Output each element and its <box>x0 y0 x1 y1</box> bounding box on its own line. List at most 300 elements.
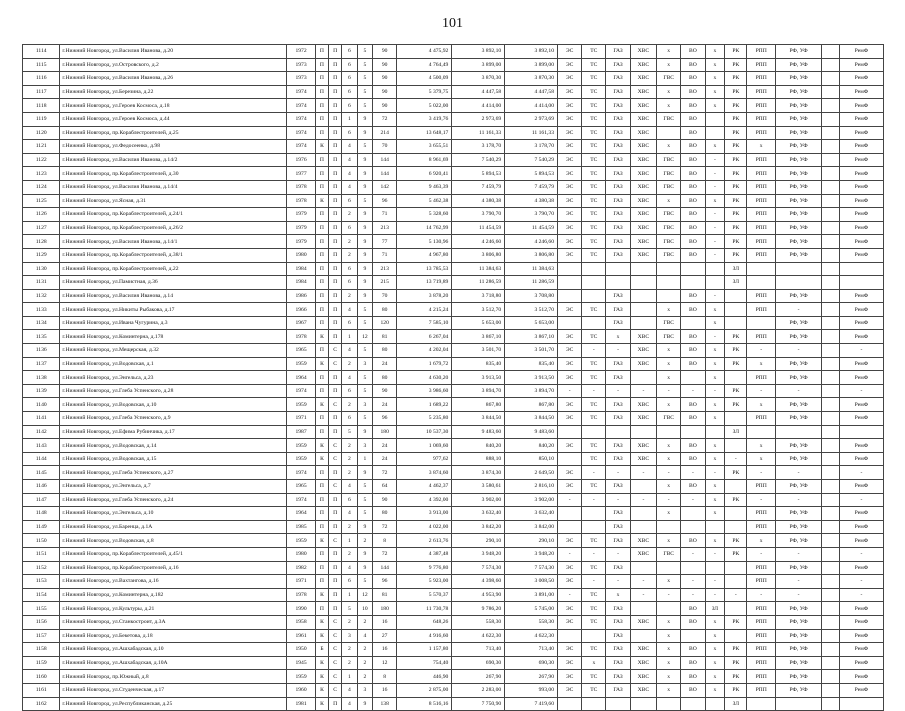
cell-roof-type: П <box>329 99 342 113</box>
cell-total-area: 3 419,76 <box>397 112 452 126</box>
cell-address: г.Нижний Новгород, ул.Героев Космоса, д.18 <box>60 99 287 113</box>
cell-year-built: 1979 <box>287 221 316 235</box>
cell-living-area: 4 622,30 <box>452 629 505 643</box>
cell-extra <box>705 697 725 711</box>
cell-year-built: 1990 <box>287 602 316 616</box>
table-row <box>23 180 884 194</box>
table-row <box>23 45 884 59</box>
page-number: 101 <box>442 16 463 31</box>
cell-hot-water: - <box>657 493 681 507</box>
cell-floors: 3 <box>357 357 372 371</box>
cell-electricity: ЭС <box>558 344 582 358</box>
cell-cold-water: - <box>630 575 656 589</box>
cell-electricity: ЭС <box>558 180 582 194</box>
cell-heating: ТС <box>582 615 606 629</box>
cell-living-area: 290,10 <box>452 534 505 548</box>
cell-repair-fund: РемФ <box>839 72 883 86</box>
cell-reserved <box>822 412 840 426</box>
cell-gas: ГАЗ <box>606 58 630 72</box>
cell-hot-water: ГВС <box>657 248 681 262</box>
cell-hot-water: ГВС <box>657 112 681 126</box>
cell-facade-repair: РФ, УФ <box>775 235 821 249</box>
cell-total-area: 5 462,38 <box>397 194 452 208</box>
cell-electricity: - <box>558 547 582 561</box>
cell-extra: ЗЛ <box>705 602 725 616</box>
cell-heating: ТС <box>582 85 606 99</box>
cell-sewerage: ВО <box>681 235 705 249</box>
cell-floors: 5 <box>357 140 372 154</box>
cell-entrances: 2 <box>342 289 357 303</box>
cell-address: г.Нижний Новгород, ул.Энгельса, д.10 <box>60 507 287 521</box>
cell-row-number: 1130 <box>23 262 60 276</box>
cell-facade-repair: РФ, УФ <box>775 58 821 72</box>
cell-heating: ТС <box>582 180 606 194</box>
cell-wall-material: К <box>315 398 328 412</box>
cell-apartments: 72 <box>373 520 397 534</box>
cell-cold-water: ХВС <box>630 72 656 86</box>
cell-address: г.Нижний Новгород, ул.Республиканская, д.25 <box>60 697 287 711</box>
cell-extra: х <box>705 534 725 548</box>
cell-floors: 9 <box>357 235 372 249</box>
cell-entrances: 4 <box>342 303 357 317</box>
cell-apartments: 138 <box>373 697 397 711</box>
cell-roof-type: П <box>329 85 342 99</box>
cell-hot-water: х <box>657 344 681 358</box>
cell-repair-fund: РемФ <box>839 180 883 194</box>
cell-electricity: ЭС <box>558 602 582 616</box>
cell-gas: ГАЗ <box>606 316 630 330</box>
cell-total-area: 13 785,53 <box>397 262 452 276</box>
cell-total-area: 6 920,41 <box>397 167 452 181</box>
cell-sewerage: ВО <box>681 439 705 453</box>
cell-living-area: 11 384,63 <box>452 262 505 276</box>
cell-apartments: 81 <box>373 588 397 602</box>
cell-total-area: 14 762,99 <box>397 221 452 235</box>
cell-heating <box>582 507 606 521</box>
cell-heating: ТС <box>582 670 606 684</box>
cell-facade-repair: РФ, УФ <box>775 208 821 222</box>
cell-repair-class: РК <box>725 180 747 194</box>
cell-gas: х <box>606 588 630 602</box>
cell-living-area: 3 790,70 <box>452 208 505 222</box>
cell-hot-water: ГВС <box>657 412 681 426</box>
cell-row-number: 1146 <box>23 480 60 494</box>
cell-cold-water: ХВС <box>630 534 656 548</box>
cell-electricity <box>558 697 582 711</box>
cell-gas: ГАЗ <box>606 683 630 697</box>
cell-apartments: 72 <box>373 112 397 126</box>
cell-hot-water <box>657 425 681 439</box>
table-row <box>23 480 884 494</box>
cell-residential-area: 3 842,00 <box>505 520 558 534</box>
cell-floors: 2 <box>357 615 372 629</box>
cell-repair-fund: РемФ <box>839 221 883 235</box>
table-row <box>23 357 884 371</box>
cell-wall-material: К <box>315 452 328 466</box>
cell-roof-type: П <box>329 371 342 385</box>
cell-electricity <box>558 507 582 521</box>
cell-hot-water: х <box>657 99 681 113</box>
cell-extra: х <box>705 303 725 317</box>
cell-year-built: 1959 <box>287 357 316 371</box>
cell-repair-class <box>725 439 747 453</box>
cell-residential-area: 3 632,40 <box>505 507 558 521</box>
cell-reserved <box>822 221 840 235</box>
cell-repair-program: РПП <box>747 643 776 657</box>
cell-heating: ТС <box>582 643 606 657</box>
cell-heating: ТС <box>582 140 606 154</box>
cell-reserved <box>822 45 840 59</box>
cell-extra: х <box>705 643 725 657</box>
cell-entrances: 2 <box>342 398 357 412</box>
cell-apartments: 16 <box>373 643 397 657</box>
cell-living-area: 867,80 <box>452 398 505 412</box>
cell-address: г.Нижний Новгород, ул.Василия Иванова, д.20 <box>60 45 287 59</box>
cell-living-area: 7 540,29 <box>452 153 505 167</box>
cell-residential-area: 713,40 <box>505 643 558 657</box>
cell-repair-fund: - <box>839 466 883 480</box>
cell-electricity <box>558 262 582 276</box>
cell-year-built: 1979 <box>287 235 316 249</box>
cell-wall-material: К <box>315 534 328 548</box>
cell-extra: х <box>705 140 725 154</box>
cell-repair-fund: РемФ <box>839 194 883 208</box>
cell-extra: - <box>705 575 725 589</box>
cell-year-built: 1967 <box>287 316 316 330</box>
cell-electricity: ЭС <box>558 140 582 154</box>
cell-electricity: ЭС <box>558 480 582 494</box>
cell-sewerage: ВО <box>681 221 705 235</box>
cell-residential-area: 267,90 <box>505 670 558 684</box>
cell-roof-type: П <box>329 384 342 398</box>
cell-wall-material: П <box>315 167 328 181</box>
cell-gas: ГАЗ <box>606 534 630 548</box>
cell-roof-type: П <box>329 412 342 426</box>
cell-living-area: 3 899,00 <box>452 58 505 72</box>
table-row <box>23 371 884 385</box>
cell-address: г.Нижний Новгород, ул.Глеба Успенского, д.9 <box>60 412 287 426</box>
cell-gas: ГАЗ <box>606 439 630 453</box>
cell-gas: х <box>606 330 630 344</box>
cell-row-number: 1137 <box>23 357 60 371</box>
cell-wall-material: П <box>315 180 328 194</box>
cell-living-area: 4 447,58 <box>452 85 505 99</box>
cell-year-built: 1966 <box>287 303 316 317</box>
cell-entrances: 5 <box>342 602 357 616</box>
table-row <box>23 248 884 262</box>
cell-apartments: 90 <box>373 384 397 398</box>
cell-reserved <box>822 561 840 575</box>
cell-repair-program: РПП <box>747 248 776 262</box>
cell-cold-water <box>630 262 656 276</box>
cell-extra <box>705 520 725 534</box>
cell-hot-water: ГВС <box>657 208 681 222</box>
cell-living-area: 3 501,70 <box>452 344 505 358</box>
cell-electricity <box>558 452 582 466</box>
cell-residential-area: 7 459,79 <box>505 180 558 194</box>
cell-repair-fund: РемФ <box>839 58 883 72</box>
cell-heating: ТС <box>582 99 606 113</box>
cell-address: г.Нижний Новгород, ул.Ашхабадская, д.10 <box>60 643 287 657</box>
cell-electricity: - <box>558 588 582 602</box>
cell-total-area: 4 462,37 <box>397 480 452 494</box>
cell-repair-program: х <box>747 398 776 412</box>
cell-extra: х <box>705 72 725 86</box>
cell-repair-program: РПП <box>747 45 776 59</box>
cell-facade-repair: - <box>775 303 821 317</box>
cell-gas: ГАЗ <box>606 235 630 249</box>
cell-gas: ГАЗ <box>606 412 630 426</box>
cell-living-area: 713,40 <box>452 643 505 657</box>
cell-reserved <box>822 602 840 616</box>
cell-sewerage: ВО <box>681 140 705 154</box>
cell-extra: х <box>705 58 725 72</box>
table-row <box>23 303 884 317</box>
cell-residential-area: 9 483,60 <box>505 425 558 439</box>
cell-gas: ГАЗ <box>606 180 630 194</box>
cell-address: г.Нижний Новгород, ул.Станкостроит, д.3А <box>60 615 287 629</box>
cell-entrances: 4 <box>342 180 357 194</box>
cell-year-built: 1976 <box>287 153 316 167</box>
cell-entrances: 1 <box>342 112 357 126</box>
cell-hot-water <box>657 561 681 575</box>
cell-repair-class: РК <box>725 235 747 249</box>
cell-cold-water: ХВС <box>630 398 656 412</box>
table-row <box>23 643 884 657</box>
cell-residential-area: 11 384,63 <box>505 262 558 276</box>
table-row <box>23 194 884 208</box>
cell-row-number: 1159 <box>23 656 60 670</box>
cell-repair-class: РК <box>725 126 747 140</box>
cell-hot-water: ГВС <box>657 153 681 167</box>
cell-residential-area: 3 867,10 <box>505 330 558 344</box>
cell-apartments: 70 <box>373 140 397 154</box>
cell-year-built: 1984 <box>287 262 316 276</box>
cell-total-area: 4 500,09 <box>397 72 452 86</box>
cell-heating: ТС <box>582 167 606 181</box>
cell-electricity: ЭС <box>558 221 582 235</box>
cell-extra <box>705 126 725 140</box>
cell-floors: 9 <box>357 180 372 194</box>
cell-sewerage <box>681 507 705 521</box>
cell-living-area: 3 632,40 <box>452 507 505 521</box>
cell-living-area: 7 574,30 <box>452 561 505 575</box>
cell-gas: ГАЗ <box>606 140 630 154</box>
cell-address: г.Нижний Новгород, пр.Кораблестроителей, д.24/1 <box>60 208 287 222</box>
cell-residential-area: 3 899,00 <box>505 58 558 72</box>
cell-row-number: 1131 <box>23 276 60 290</box>
cell-residential-area: 7 540,29 <box>505 153 558 167</box>
cell-roof-type: П <box>329 493 342 507</box>
cell-extra: - <box>705 588 725 602</box>
cell-sewerage: ВО <box>681 398 705 412</box>
cell-heating <box>582 276 606 290</box>
cell-cold-water: ХВС <box>630 85 656 99</box>
cell-repair-fund: РемФ <box>839 371 883 385</box>
cell-cold-water <box>630 425 656 439</box>
cell-electricity: ЭС <box>558 683 582 697</box>
cell-address: г.Нижний Новгород, ул.Баренца, д.1А <box>60 520 287 534</box>
cell-total-area: 3 913,00 <box>397 507 452 521</box>
cell-wall-material: К <box>315 615 328 629</box>
cell-total-area: 4 387,48 <box>397 547 452 561</box>
cell-gas: ГАЗ <box>606 126 630 140</box>
cell-residential-area: 2 973,69 <box>505 112 558 126</box>
cell-facade-repair: - <box>775 466 821 480</box>
cell-floors: 5 <box>357 412 372 426</box>
cell-entrances: 6 <box>342 194 357 208</box>
cell-residential-area: 3 913,50 <box>505 371 558 385</box>
cell-electricity: ЭС <box>558 357 582 371</box>
cell-gas: - <box>606 575 630 589</box>
cell-total-area: 2 613,76 <box>397 534 452 548</box>
cell-living-area: 267,90 <box>452 670 505 684</box>
cell-reserved <box>822 180 840 194</box>
cell-residential-area: 3 892,10 <box>505 45 558 59</box>
cell-apartments: 81 <box>373 330 397 344</box>
cell-sewerage: ВО <box>681 180 705 194</box>
cell-floors: 2 <box>357 534 372 548</box>
cell-heating: - <box>582 575 606 589</box>
cell-sewerage <box>681 561 705 575</box>
cell-hot-water: - <box>657 466 681 480</box>
cell-heating: ТС <box>582 235 606 249</box>
cell-living-area: 2 973,69 <box>452 112 505 126</box>
cell-apartments: 80 <box>373 371 397 385</box>
cell-total-area: 3 655,51 <box>397 140 452 154</box>
cell-heating: ТС <box>582 602 606 616</box>
cell-entrances: 1 <box>342 330 357 344</box>
cell-roof-type: П <box>329 140 342 154</box>
cell-extra: х <box>705 439 725 453</box>
cell-total-area: 7 585,10 <box>397 316 452 330</box>
cell-year-built: 1971 <box>287 575 316 589</box>
cell-year-built: 1972 <box>287 45 316 59</box>
cell-wall-material: П <box>315 412 328 426</box>
cell-reserved <box>822 615 840 629</box>
cell-apartments: 80 <box>373 303 397 317</box>
cell-row-number: 1132 <box>23 289 60 303</box>
cell-apartments: 120 <box>373 316 397 330</box>
cell-wall-material: П <box>315 276 328 290</box>
cell-floors: 5 <box>357 72 372 86</box>
cell-repair-class: РК <box>725 534 747 548</box>
cell-entrances: 2 <box>342 643 357 657</box>
cell-repair-program: х <box>747 357 776 371</box>
cell-total-area: 13 648,17 <box>397 126 452 140</box>
cell-row-number: 1126 <box>23 208 60 222</box>
cell-living-area: 2 283,00 <box>452 683 505 697</box>
cell-repair-fund <box>839 276 883 290</box>
cell-row-number: 1125 <box>23 194 60 208</box>
cell-reserved <box>822 670 840 684</box>
cell-living-area: 11 286,59 <box>452 276 505 290</box>
cell-row-number: 1141 <box>23 412 60 426</box>
cell-row-number: 1139 <box>23 384 60 398</box>
cell-apartments: 16 <box>373 683 397 697</box>
cell-apartments: 96 <box>373 412 397 426</box>
cell-floors: 9 <box>357 112 372 126</box>
cell-apartments: 24 <box>373 452 397 466</box>
cell-wall-material: П <box>315 208 328 222</box>
cell-cold-water: ХВС <box>630 683 656 697</box>
cell-wall-material: П <box>315 45 328 59</box>
cell-repair-fund: РемФ <box>839 316 883 330</box>
cell-gas: ГАЗ <box>606 398 630 412</box>
cell-address: г.Нижний Новгород, ул.Памистная, д.36 <box>60 276 287 290</box>
cell-roof-type: П <box>329 262 342 276</box>
cell-heating: ТС <box>582 452 606 466</box>
cell-entrances: 6 <box>342 316 357 330</box>
cell-year-built: 1974 <box>287 99 316 113</box>
cell-cold-water <box>630 316 656 330</box>
cell-repair-fund: РемФ <box>839 534 883 548</box>
table-row <box>23 547 884 561</box>
cell-cold-water: ХВС <box>630 656 656 670</box>
cell-heating: ТС <box>582 194 606 208</box>
cell-electricity: ЭС <box>558 248 582 262</box>
cell-electricity: ЭС <box>558 615 582 629</box>
cell-apartments: 213 <box>373 262 397 276</box>
cell-entrances: 4 <box>342 371 357 385</box>
cell-repair-class: РК <box>725 45 747 59</box>
cell-repair-program <box>747 276 776 290</box>
cell-entrances: 2 <box>342 452 357 466</box>
cell-repair-class <box>725 629 747 643</box>
cell-floors: 5 <box>357 480 372 494</box>
cell-repair-class <box>725 575 747 589</box>
cell-sewerage: ВО <box>681 72 705 86</box>
table-row <box>23 140 884 154</box>
cell-row-number: 1150 <box>23 534 60 548</box>
cell-wall-material: П <box>315 289 328 303</box>
cell-roof-type: П <box>329 276 342 290</box>
cell-row-number: 1115 <box>23 58 60 72</box>
cell-reserved <box>822 72 840 86</box>
cell-heating <box>582 289 606 303</box>
cell-facade-repair: - <box>775 384 821 398</box>
cell-apartments: 72 <box>373 466 397 480</box>
cell-row-number: 1148 <box>23 507 60 521</box>
cell-repair-fund: РемФ <box>839 45 883 59</box>
cell-facade-repair <box>775 697 821 711</box>
cell-total-area: 4 215,24 <box>397 303 452 317</box>
cell-repair-class <box>725 480 747 494</box>
cell-heating: ТС <box>582 208 606 222</box>
cell-sewerage: ВО <box>681 99 705 113</box>
cell-facade-repair: РФ, УФ <box>775 412 821 426</box>
cell-repair-fund: - <box>839 575 883 589</box>
cell-heating: ТС <box>582 439 606 453</box>
cell-sewerage: ВО <box>681 126 705 140</box>
cell-extra: - <box>705 235 725 249</box>
cell-apartments: 213 <box>373 221 397 235</box>
cell-cold-water <box>630 629 656 643</box>
cell-hot-water <box>657 602 681 616</box>
cell-gas: ГАЗ <box>606 520 630 534</box>
cell-row-number: 1114 <box>23 45 60 59</box>
cell-repair-program: х <box>747 140 776 154</box>
cell-floors: 9 <box>357 208 372 222</box>
cell-residential-area: 7 574,30 <box>505 561 558 575</box>
cell-entrances: 6 <box>342 412 357 426</box>
cell-living-area: 3 718,80 <box>452 289 505 303</box>
cell-hot-water: ГВС <box>657 235 681 249</box>
cell-living-area: 4 414,00 <box>452 99 505 113</box>
cell-entrances: 2 <box>342 235 357 249</box>
cell-hot-water: х <box>657 303 681 317</box>
cell-total-area: 1 069,60 <box>397 439 452 453</box>
